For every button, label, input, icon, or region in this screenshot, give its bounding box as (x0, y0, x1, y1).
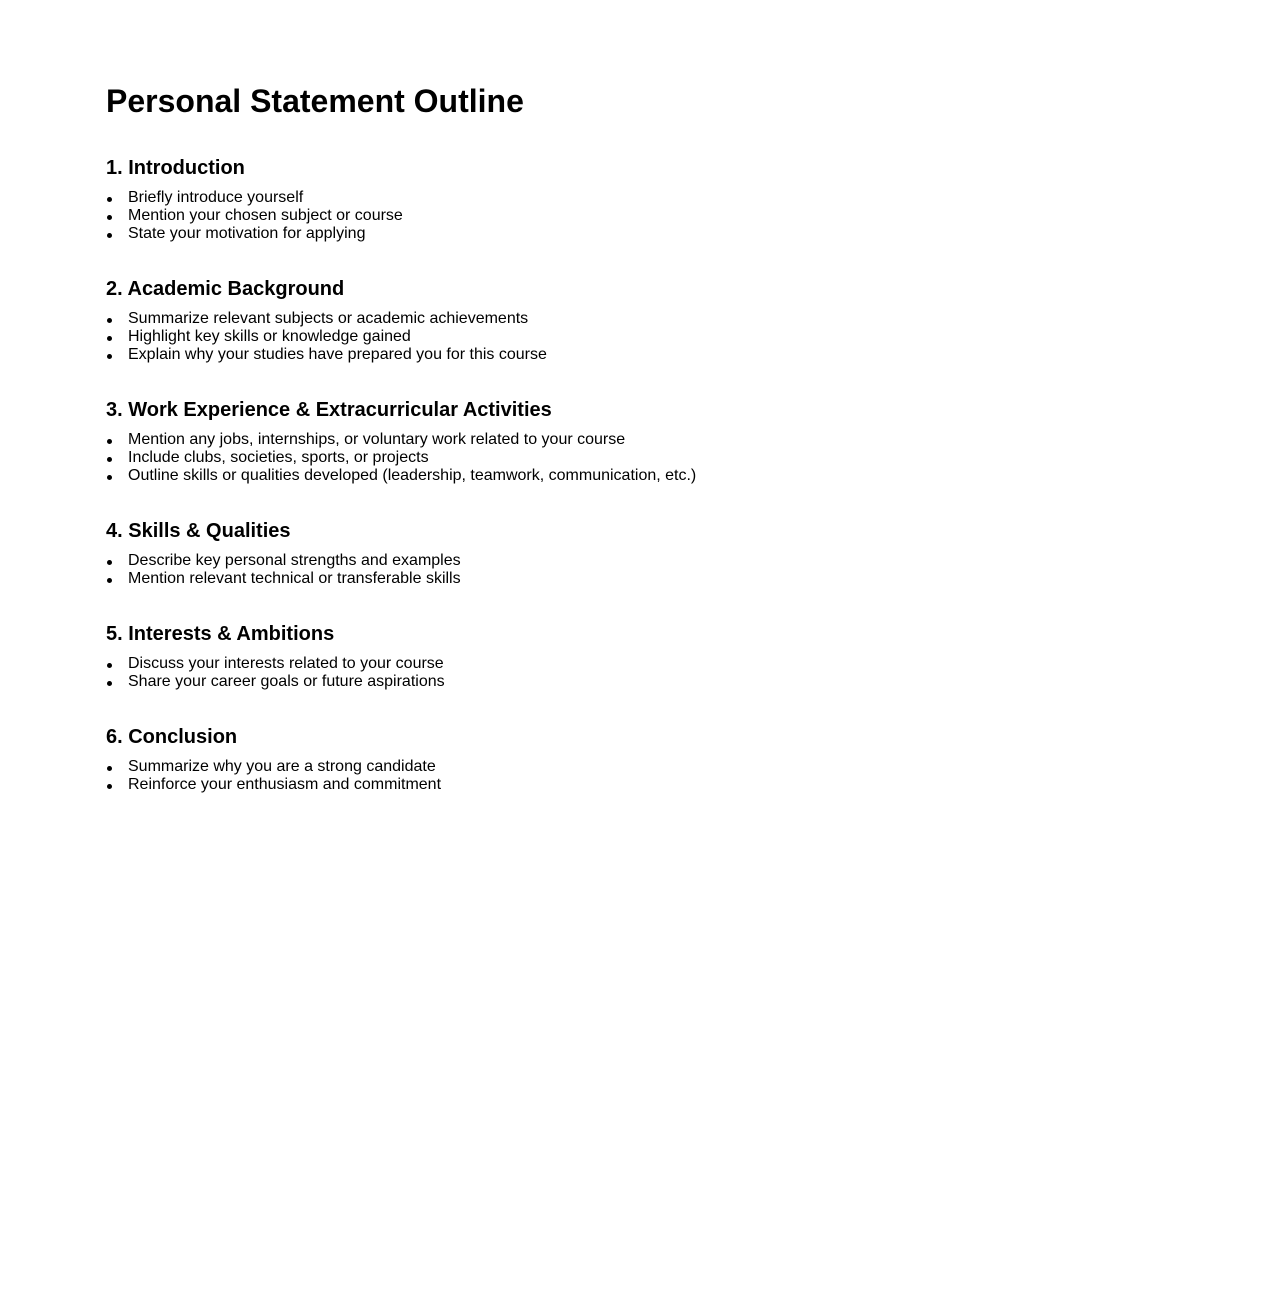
bullet-list (106, 310, 1278, 364)
section-heading: 2. Academic Background (106, 278, 345, 300)
section-heading: 6. Conclusion (106, 726, 238, 748)
section-conclusion (106, 726, 1278, 794)
bullet-list (106, 758, 1278, 794)
section-heading: 4. Skills & Qualities (106, 520, 291, 542)
list-item: Describe key personal strengths and examples (128, 552, 1278, 570)
list-item: Share your career goals or future aspirations (128, 673, 1278, 691)
list-item: Outline skills or qualities developed (leadership, teamwork, communication, etc.) (128, 467, 1278, 485)
list-item: Briefly introduce yourself (128, 189, 1278, 207)
list-item: Include clubs, societies, sports, or projects (128, 449, 1278, 467)
section-interests-ambitions (106, 623, 1278, 691)
list-item: Highlight key skills or knowledge gained (128, 328, 1278, 346)
section-heading: 1. Introduction (106, 157, 245, 179)
bullet-list (106, 189, 1278, 243)
section-heading: 5. Interests & Ambitions (106, 623, 335, 645)
section-skills-qualities (106, 520, 1278, 588)
list-item: Summarize why you are a strong candidate (128, 758, 1278, 776)
page-title: Personal Statement Outline (106, 83, 524, 119)
bullet-list (106, 552, 1278, 588)
section-introduction (106, 157, 1278, 243)
list-item: Mention your chosen subject or course (128, 207, 1278, 225)
bullet-list (106, 655, 1278, 691)
list-item: Summarize relevant subjects or academic achievements (128, 310, 1278, 328)
section-academic-background (106, 278, 1278, 364)
list-item: Mention any jobs, internships, or voluntary work related to your course (128, 431, 1278, 449)
list-item: Mention relevant technical or transferable skills (128, 570, 1278, 588)
list-item: Reinforce your enthusiasm and commitment (128, 776, 1278, 794)
section-work-experience (106, 399, 1278, 485)
section-heading: 3. Work Experience & Extracurricular Activities (106, 399, 552, 421)
bullet-list (106, 431, 1278, 485)
list-item: Discuss your interests related to your course (128, 655, 1278, 673)
list-item: State your motivation for applying (128, 225, 1278, 243)
list-item: Explain why your studies have prepared you for this course (128, 346, 1278, 364)
